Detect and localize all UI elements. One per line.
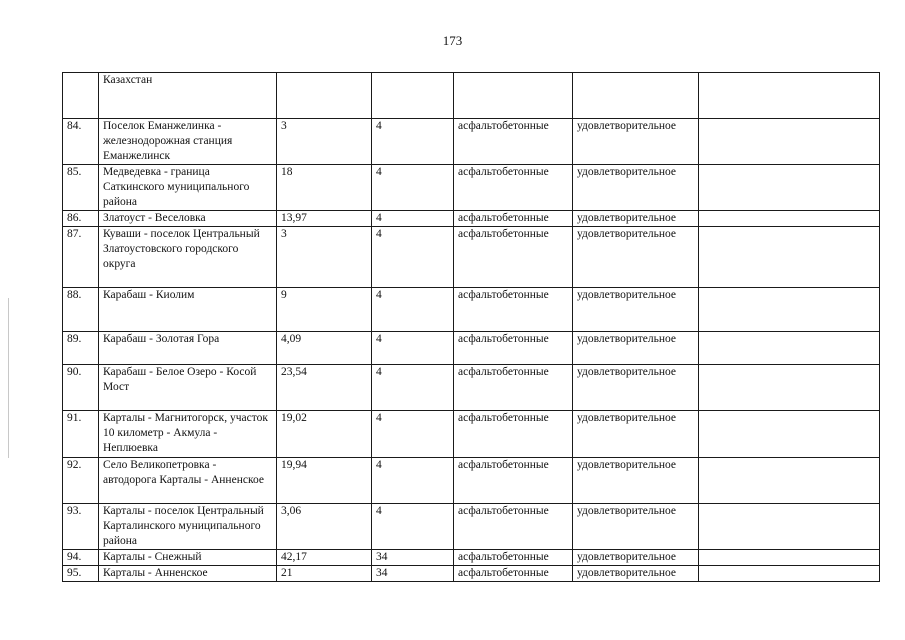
road-name: Карталы - Магнитогорск, участок 10 километр - Акмула - Неплюевка: [99, 411, 277, 458]
row-number: 95.: [63, 566, 99, 582]
table-row: [63, 504, 880, 550]
road-name: Медведевка - граница Саткинского муниципального района: [99, 165, 277, 211]
road-length: 4,09: [277, 332, 372, 365]
table-row: [63, 119, 880, 165]
road-surface: асфальтобетонные: [454, 504, 573, 550]
row-number: 93.: [63, 504, 99, 550]
road-surface: асфальтобетонные: [454, 411, 573, 458]
road-condition: удовлетворительное: [573, 504, 699, 550]
road-length: 18: [277, 165, 372, 211]
road-surface: [454, 73, 573, 119]
road-length: 19,94: [277, 458, 372, 504]
road-condition: удовлетворительное: [573, 550, 699, 566]
row-number: 85.: [63, 165, 99, 211]
road-name: Село Великопетровка - автодорога Карталы - Анненское: [99, 458, 277, 504]
table-row: [63, 211, 880, 227]
road-name: Карабаш - Киолим: [99, 288, 277, 332]
roads-table: [62, 72, 880, 582]
road-note: [699, 119, 880, 165]
road-category: 4: [372, 411, 454, 458]
road-condition: удовлетворительное: [573, 411, 699, 458]
row-number: 94.: [63, 550, 99, 566]
table-row: [63, 566, 880, 582]
row-number: [63, 73, 99, 119]
table-row: [63, 411, 880, 458]
road-name: Карталы - Снежный: [99, 550, 277, 566]
road-length: 9: [277, 288, 372, 332]
road-condition: удовлетворительное: [573, 227, 699, 288]
road-name: Куваши - поселок Центральный Златоустовского городского округа: [99, 227, 277, 288]
road-surface: асфальтобетонные: [454, 332, 573, 365]
table-row: [63, 73, 880, 119]
road-note: [699, 458, 880, 504]
road-category: 4: [372, 458, 454, 504]
road-length: 23,54: [277, 365, 372, 411]
road-category: 4: [372, 332, 454, 365]
table-row: [63, 165, 880, 211]
road-note: [699, 227, 880, 288]
page-number: 173: [442, 33, 463, 48]
road-length: 19,02: [277, 411, 372, 458]
road-condition: удовлетворительное: [573, 165, 699, 211]
table-row: [63, 227, 880, 288]
road-category: 4: [372, 288, 454, 332]
road-name: Карталы - поселок Центральный Карталинского муниципального района: [99, 504, 277, 550]
road-condition: [573, 73, 699, 119]
road-length: 13,97: [277, 211, 372, 227]
road-length: 3: [277, 119, 372, 165]
road-length: [277, 73, 372, 119]
road-name: Карталы - Анненское: [99, 566, 277, 582]
road-name: Карабаш - Золотая Гора: [99, 332, 277, 365]
road-name: Златоуст - Веселовка: [99, 211, 277, 227]
road-surface: асфальтобетонные: [454, 566, 573, 582]
road-name: Казахстан: [99, 73, 277, 119]
road-name: Карабаш - Белое Озеро - Косой Мост: [99, 365, 277, 411]
row-number: 87.: [63, 227, 99, 288]
road-category: 4: [372, 365, 454, 411]
road-category: 4: [372, 504, 454, 550]
table-row: [63, 365, 880, 411]
road-length: 3,06: [277, 504, 372, 550]
road-note: [699, 504, 880, 550]
road-condition: удовлетворительное: [573, 458, 699, 504]
road-surface: асфальтобетонные: [454, 365, 573, 411]
road-category: 4: [372, 165, 454, 211]
table-row: [63, 550, 880, 566]
road-category: 34: [372, 566, 454, 582]
road-surface: асфальтобетонные: [454, 211, 573, 227]
road-note: [699, 550, 880, 566]
road-length: 21: [277, 566, 372, 582]
road-surface: асфальтобетонные: [454, 165, 573, 211]
road-note: [699, 73, 880, 119]
road-surface: асфальтобетонные: [454, 119, 573, 165]
road-surface: асфальтобетонные: [454, 550, 573, 566]
road-category: 4: [372, 211, 454, 227]
road-condition: удовлетворительное: [573, 365, 699, 411]
road-category: [372, 73, 454, 119]
road-category: 4: [372, 227, 454, 288]
road-note: [699, 211, 880, 227]
road-note: [699, 365, 880, 411]
road-condition: удовлетворительное: [573, 119, 699, 165]
road-note: [699, 411, 880, 458]
road-length: 42,17: [277, 550, 372, 566]
table-row: [63, 458, 880, 504]
road-category: 4: [372, 119, 454, 165]
road-condition: удовлетворительное: [573, 211, 699, 227]
row-number: 90.: [63, 365, 99, 411]
scan-margin-mark: [8, 298, 9, 458]
road-surface: асфальтобетонные: [454, 227, 573, 288]
road-note: [699, 165, 880, 211]
road-surface: асфальтобетонные: [454, 458, 573, 504]
row-number: 86.: [63, 211, 99, 227]
road-category: 34: [372, 550, 454, 566]
row-number: 89.: [63, 332, 99, 365]
road-name: Поселок Еманжелинка - железнодорожная станция Еманжелинск: [99, 119, 277, 165]
row-number: 92.: [63, 458, 99, 504]
road-length: 3: [277, 227, 372, 288]
table-row: [63, 332, 880, 365]
road-note: [699, 288, 880, 332]
road-condition: удовлетворительное: [573, 332, 699, 365]
road-note: [699, 332, 880, 365]
road-condition: удовлетворительное: [573, 566, 699, 582]
road-surface: асфальтобетонные: [454, 288, 573, 332]
row-number: 91.: [63, 411, 99, 458]
road-note: [699, 566, 880, 582]
table-row: [63, 288, 880, 332]
row-number: 84.: [63, 119, 99, 165]
road-condition: удовлетворительное: [573, 288, 699, 332]
row-number: 88.: [63, 288, 99, 332]
